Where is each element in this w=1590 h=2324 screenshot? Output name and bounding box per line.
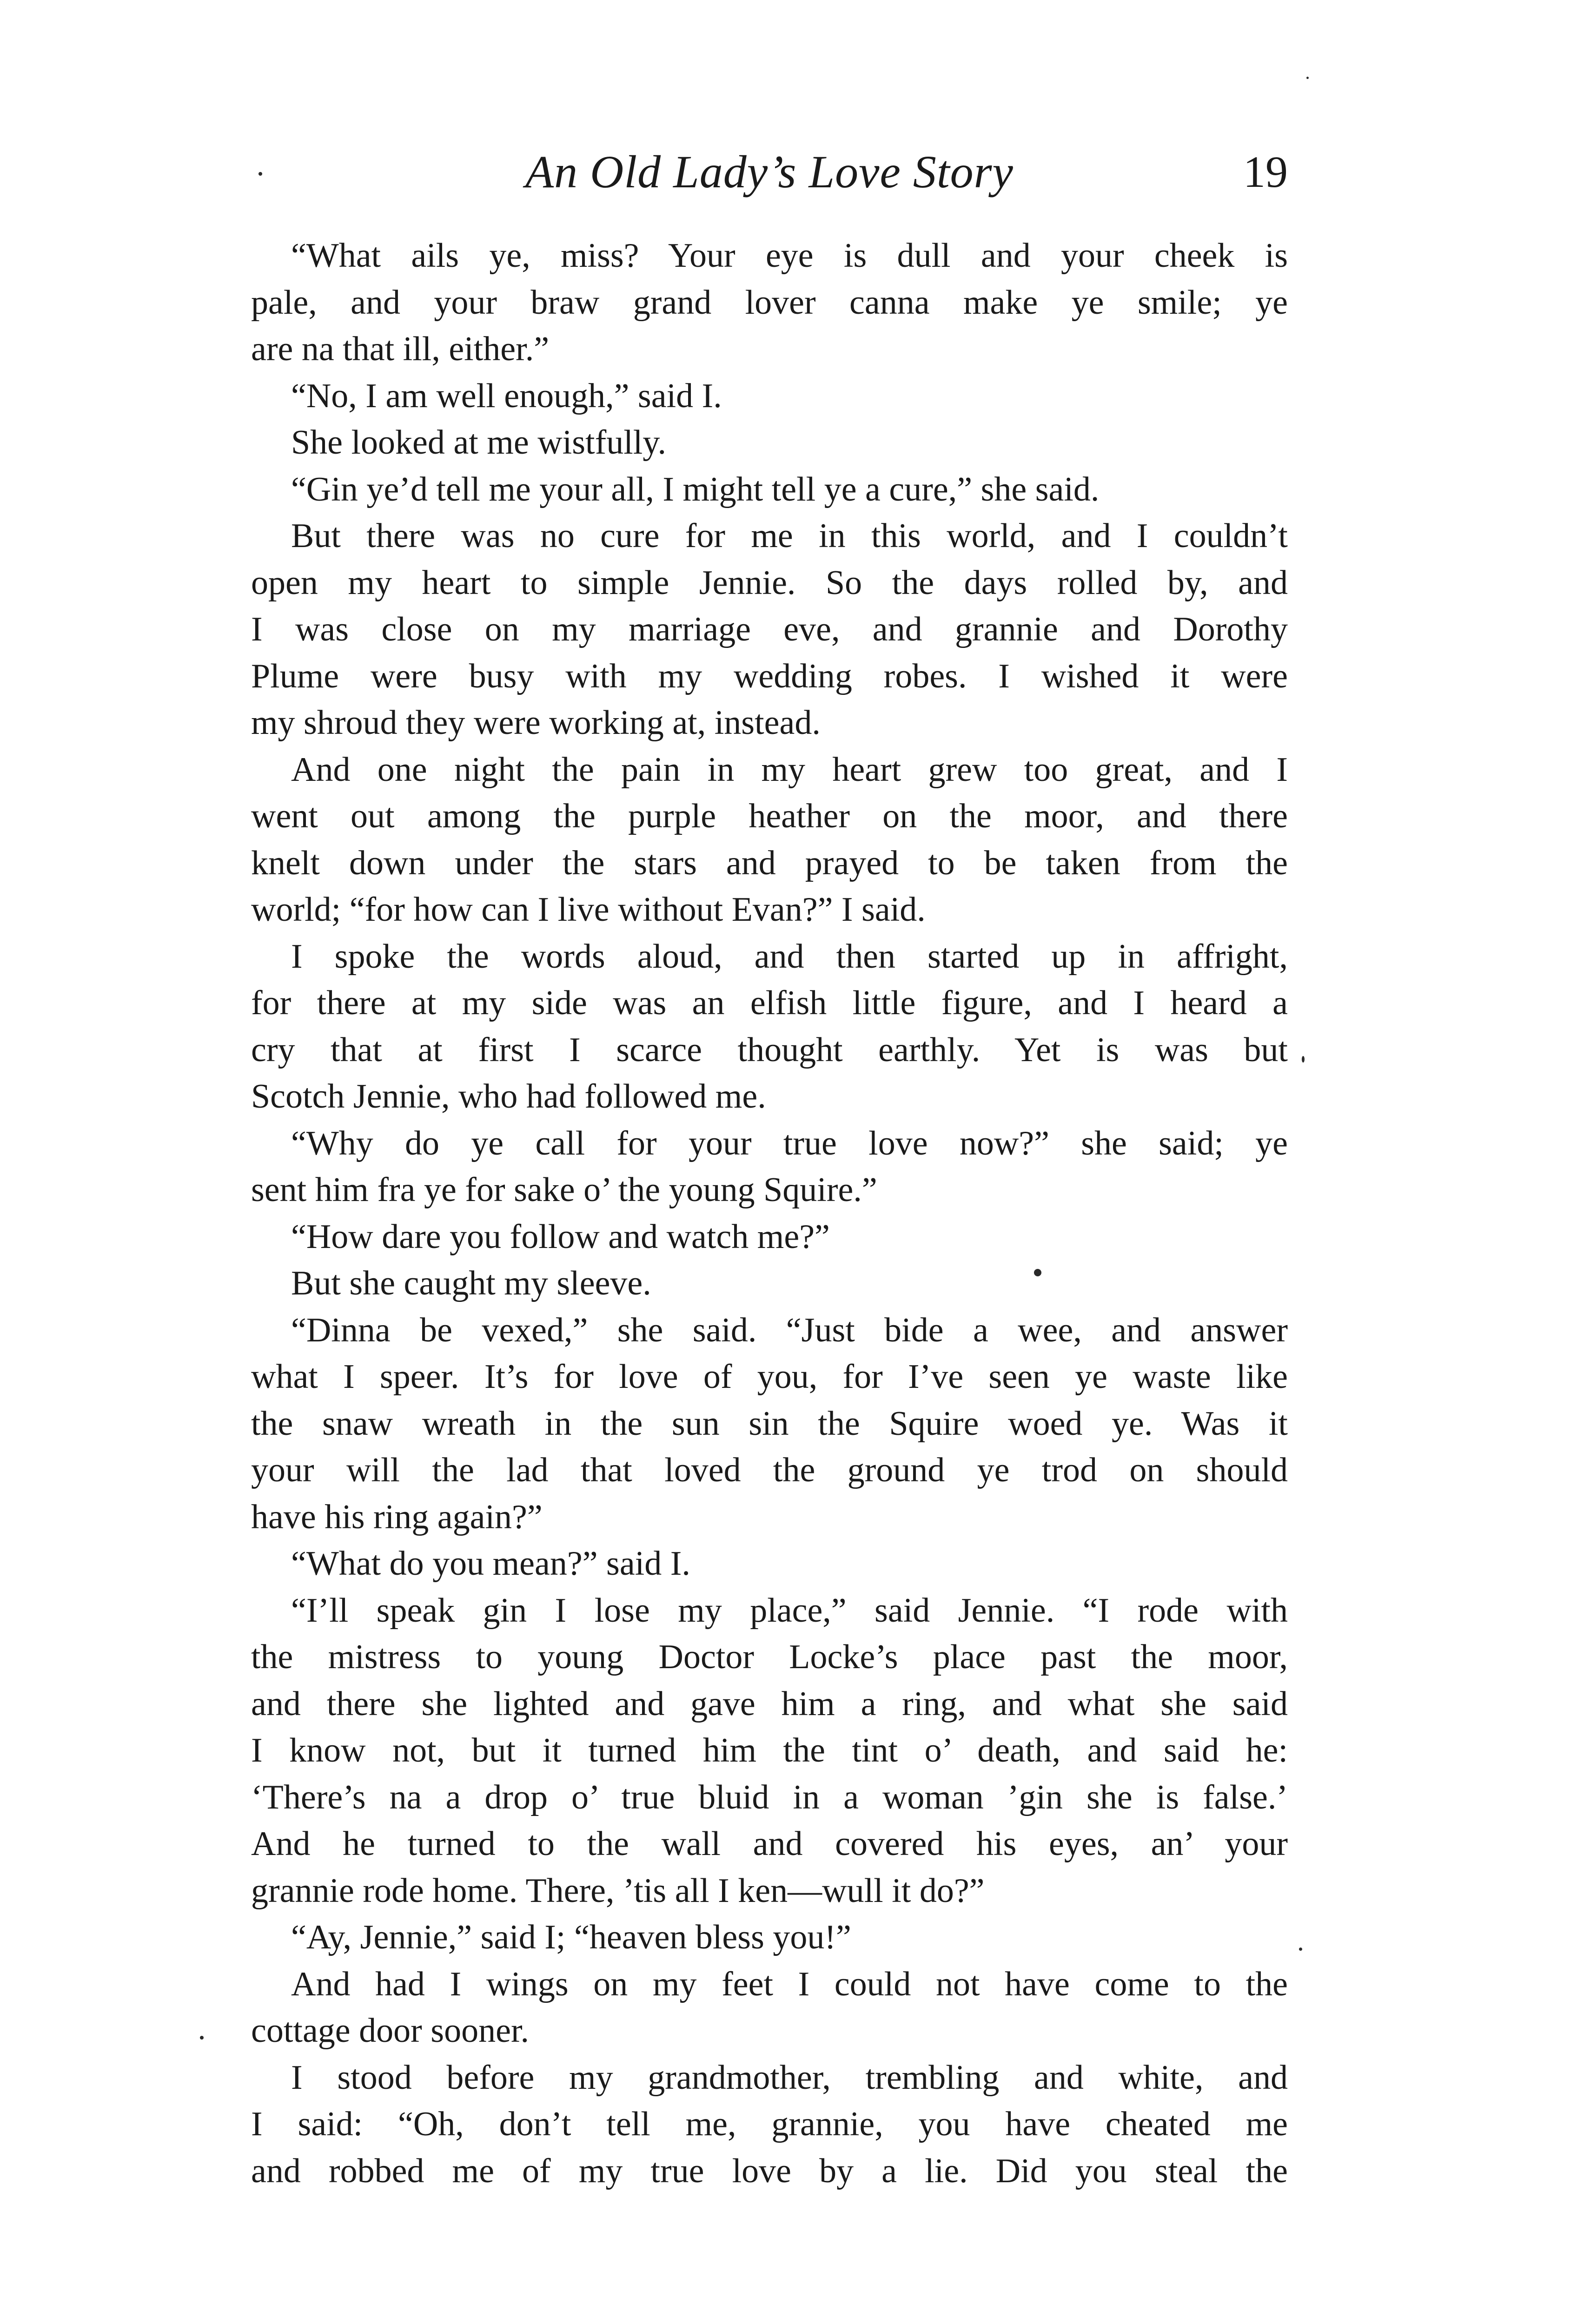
print-speck (1034, 1269, 1041, 1276)
text-line: world; “for how can I live without Evan?” I said. (251, 891, 926, 929)
text-line: I spoke the words aloud, and then started up in affright, (291, 937, 1288, 976)
text-line: knelt down under the stars and prayed to be taken from the (251, 844, 1288, 882)
text-line: I know not, but it turned him the tint o’ death, and said he: (251, 1731, 1288, 1769)
print-speck (1306, 77, 1309, 79)
text-line: “Ay, Jennie,” said I; “heaven bless you!” (291, 1918, 851, 1956)
text-line: “I’ll speak gin I lose my place,” said Jennie. “I rode with (291, 1591, 1288, 1630)
text-line: But there was no cure for me in this world, and I couldn’t (291, 517, 1288, 555)
text-line: are na that ill, either.” (251, 330, 550, 368)
text-line: But she caught my sleeve. (291, 1264, 651, 1302)
text-line: She looked at me wistfully. (291, 423, 667, 462)
text-line: I stood before my grandmother, trembling and white, and (291, 2058, 1288, 2097)
text-line: have his ring again?” (251, 1498, 543, 1536)
print-speck (1302, 1056, 1305, 1063)
text-line: Scotch Jennie, who had followed me. (251, 1077, 766, 1116)
page-number: 19 (1243, 147, 1288, 197)
text-line: my shroud they were working at, instead. (251, 704, 821, 742)
text-line: “What do you mean?” said I. (291, 1545, 690, 1583)
text-line: “What ails ye, miss? Your eye is dull and your cheek is (291, 237, 1288, 275)
text-line: “How dare you follow and watch me?” (291, 1217, 830, 1256)
print-speck (1299, 1948, 1302, 1951)
text-line: cottage door sooner. (251, 2012, 529, 2050)
text-line: ‘There’s na a drop o’ true bluid in a woman ’gin she is false.’ (251, 1778, 1288, 1816)
text-line: open my heart to simple Jennie. So the days rolled by, and (251, 563, 1288, 602)
text-line: the snaw wreath in the sun sin the Squire woed ye. Was it (251, 1404, 1288, 1443)
text-line: the mistress to young Doctor Locke’s place past the moor, (251, 1638, 1288, 1676)
text-line: and there she lighted and gave him a ring, and what she said (251, 1684, 1288, 1723)
text-line: and robbed me of my true love by a lie. Did you steal the (251, 2152, 1288, 2190)
text-line: I was close on my marriage eve, and grannie and Dorothy (251, 610, 1288, 648)
text-line: sent him fra ye for sake o’ the young Squire.” (251, 1171, 877, 1209)
text-line: “Why do ye call for your true love now?” she said; ye (291, 1124, 1288, 1162)
text-line: what I speer. It’s for love of you, for I’ve seen ye waste like (251, 1358, 1288, 1396)
text-line: “No, I am well enough,” said I. (291, 376, 722, 415)
text-line: “Dinna be vexed,” she said. “Just bide a wee, and answer (291, 1311, 1288, 1349)
print-speck (258, 172, 262, 176)
text-line: “Gin ye’d tell me your all, I might tell ye a cure,” she said. (291, 470, 1100, 508)
text-line: went out among the purple heather on the moor, and there (251, 797, 1288, 835)
print-speck (200, 2036, 204, 2040)
text-line: I said: “Oh, don’t tell me, grannie, you have cheated me (251, 2105, 1288, 2143)
text-line: your will the lad that loved the ground ye trod on should (251, 1451, 1288, 1489)
running-title: An Old Lady’s Love Story (525, 146, 1014, 198)
text-line: cry that at first I scarce thought earthly. Yet is was but (251, 1030, 1288, 1069)
running-head (251, 139, 1288, 205)
text-line: grannie rode home. There, ’tis all I ken—wull it do?” (251, 1871, 985, 1910)
text-line: And had I wings on my feet I could not have come to the (291, 1965, 1288, 2003)
text-line: pale, and your braw grand lover canna make ye smile; ye (251, 283, 1288, 322)
text-line: And he turned to the wall and covered his eyes, an’ your (251, 1825, 1288, 1863)
text-line: for there at my side was an elfish little figure, and I heard a (251, 984, 1288, 1022)
text-line: And one night the pain in my heart grew too great, and I (291, 750, 1288, 789)
text-line: Plume were busy with my wedding robes. I wished it were (251, 657, 1288, 695)
body-text (251, 232, 1288, 2194)
